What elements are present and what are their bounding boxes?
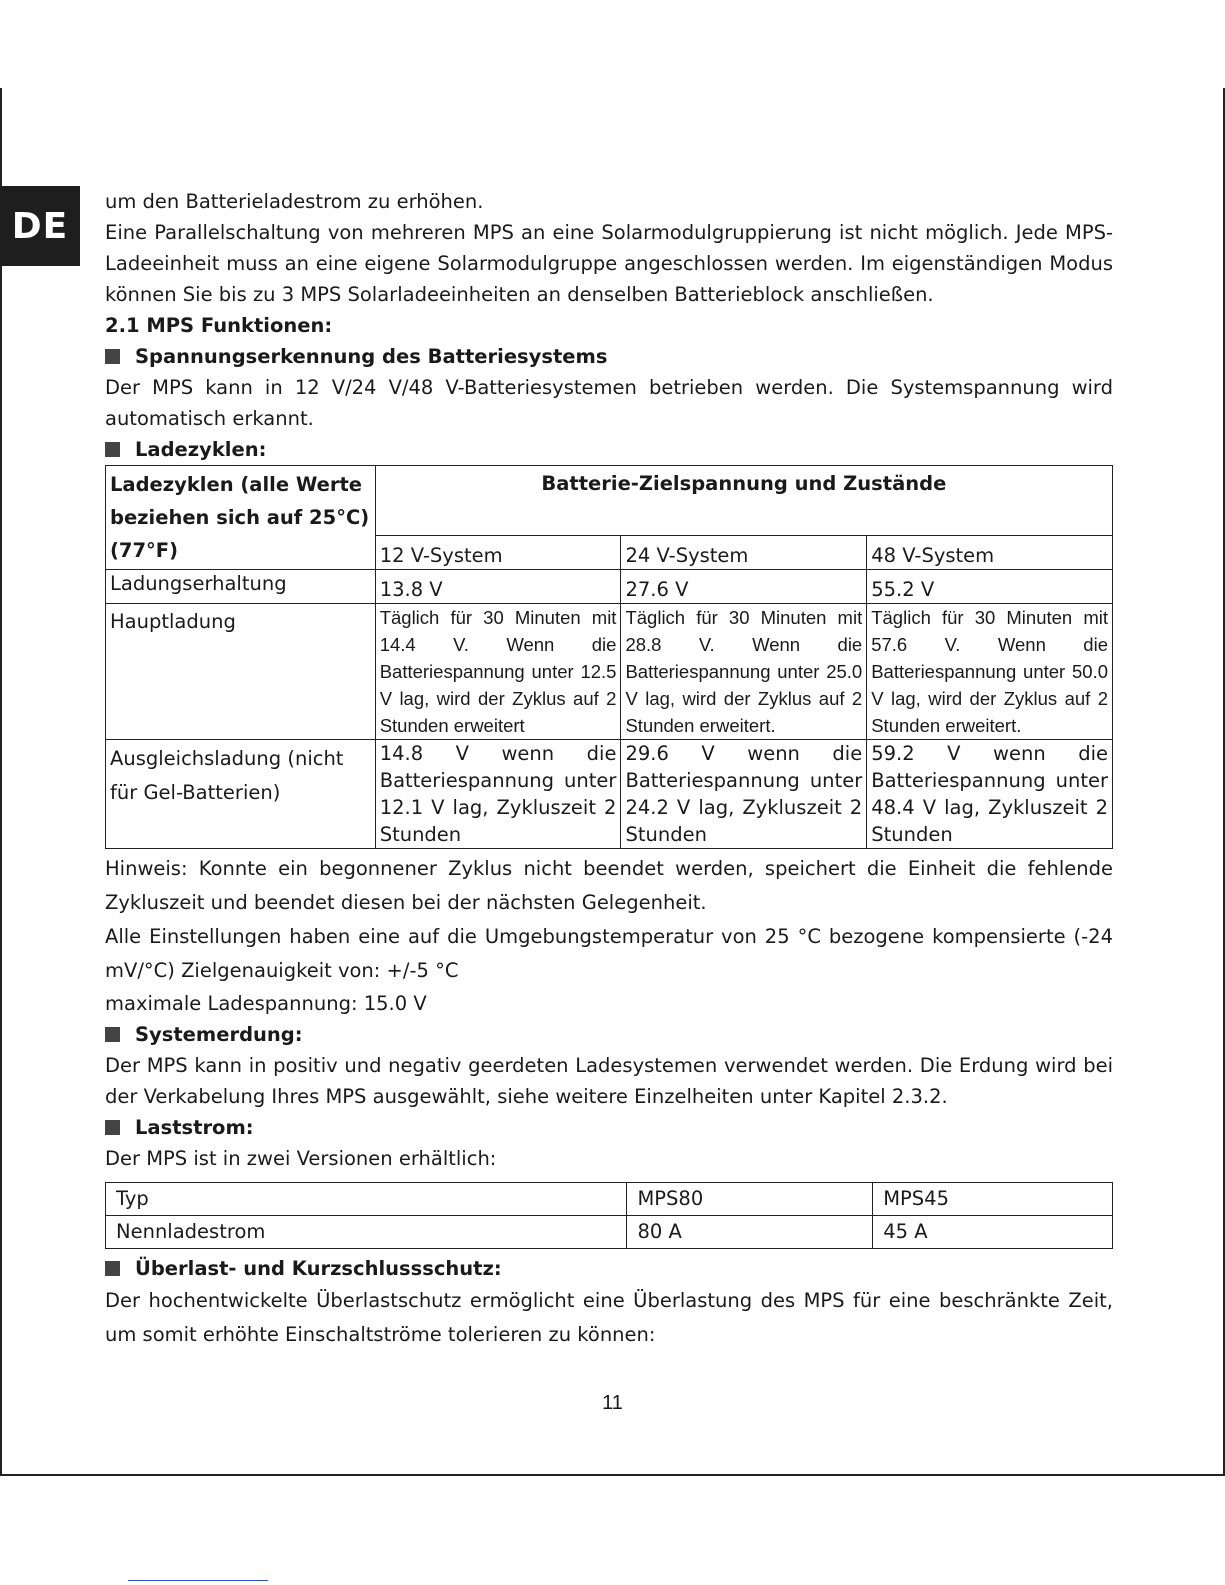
bullet-square-icon bbox=[105, 349, 120, 364]
cell-24v: 27.6 V bbox=[621, 570, 867, 604]
paragraph-ueberlast: Der hochentwickelte Überlastschutz ermöglicht eine Überlastung des MPS für eine beschränkte Zeit, um somit erhöhte Einschaltströme tolerieren zu können: bbox=[105, 1289, 1113, 1346]
ladezyklen-table bbox=[105, 465, 1113, 849]
row-label: Hauptladung bbox=[106, 604, 376, 740]
page-number: 11 bbox=[602, 1392, 623, 1414]
cell-mps80: 80 A bbox=[627, 1216, 873, 1249]
subheading-ueberlast bbox=[105, 1253, 1113, 1284]
laststrom-table bbox=[105, 1182, 1113, 1249]
col-header-12v: 12 V-System bbox=[375, 536, 621, 570]
page-frame-bottom bbox=[0, 1474, 1225, 1476]
bullet-square-icon bbox=[105, 442, 120, 457]
row-label: Nennladestrom bbox=[106, 1216, 627, 1249]
subheading-ladezyklen-label: Ladezyklen: bbox=[135, 438, 267, 461]
col-header-typ: Typ bbox=[106, 1183, 627, 1216]
cell-12v: 13.8 V bbox=[375, 570, 621, 604]
subheading-laststrom-label: Laststrom: bbox=[135, 1116, 254, 1139]
paragraph-parallel: Eine Parallelschaltung von mehreren MPS an eine Solarmodulgruppierung ist nicht möglich. Jede MPS-Ladeeinheit muss an eine eigene Solarmodulgruppe angeschlossen werden. Im eigenständigen Modus können Sie bis zu 3 MPS Solarladeeinheiten an denselben Batterieblock anschließen. bbox=[105, 221, 1113, 306]
paragraph-spannung: Der MPS kann in 12 V/24 V/48 V-Batteriesystemen betrieben werden. Die Systemspannung wird automatisch erkannt. bbox=[105, 376, 1113, 430]
col-header-24v: 24 V-System bbox=[621, 536, 867, 570]
subheading-systemerdung-label: Systemerdung: bbox=[135, 1023, 303, 1046]
page-content bbox=[105, 186, 1113, 1352]
footer-rule bbox=[128, 1580, 268, 1581]
cell-48v: 55.2 V bbox=[867, 570, 1113, 604]
section-heading: 2.1 MPS Funktionen: bbox=[105, 314, 333, 337]
paragraph-einstellungen: Alle Einstellungen haben eine auf die Umgebungstemperatur von 25 °C bezogene kompensierte (-24 mV/°C) Zielgenauigkeit von: +/-5 °C bbox=[105, 925, 1113, 982]
table-row bbox=[106, 1216, 1113, 1249]
bullet-square-icon bbox=[105, 1261, 120, 1276]
cell-12v: 14.8 V wenn die Batteriespannung unter 12.1 V lag, Zykluszeit 2 Stunden bbox=[375, 740, 621, 849]
row-label: Ausgleichsladung (nicht für Gel-Batterien) bbox=[106, 740, 376, 849]
table-group-header: Batterie-Zielspannung und Zustände bbox=[375, 466, 1112, 536]
col-header-mps80: MPS80 bbox=[627, 1183, 873, 1216]
subheading-spannung-label: Spannungserkennung des Batteriesystems bbox=[135, 345, 608, 368]
col-header-mps45: MPS45 bbox=[873, 1183, 1113, 1216]
paragraph-hinweis: Hinweis: Konnte ein begonnener Zyklus nicht beendet werden, speichert die Einheit die fehlende Zykluszeit und beendet diesen bei der nächsten Gelegenheit. bbox=[105, 857, 1113, 914]
subheading-laststrom bbox=[105, 1112, 1113, 1143]
paragraph-systemerdung: Der MPS kann in positiv und negativ geerdeten Ladesystemen verwendet werden. Die Erdung wird bei der Verkabelung Ihres MPS ausgewählt, siehe weitere Einzelheiten unter Kapitel 2.3.2. bbox=[105, 1054, 1113, 1108]
bullet-square-icon bbox=[105, 1120, 120, 1135]
paragraph-maxspannung: maximale Ladespannung: 15.0 V bbox=[105, 992, 427, 1015]
cell-mps45: 45 A bbox=[873, 1216, 1113, 1249]
table-row bbox=[106, 570, 1113, 604]
subheading-systemerdung bbox=[105, 1019, 1113, 1050]
subheading-spannung bbox=[105, 341, 1113, 372]
subheading-ueberlast-label: Überlast- und Kurzschlussschutz: bbox=[135, 1257, 502, 1280]
bullet-square-icon bbox=[105, 1027, 120, 1042]
subheading-ladezyklen bbox=[105, 434, 1113, 465]
cell-24v: Täglich für 30 Minuten mit 28.8 V. Wenn die Batteriespannung unter 25.0 V lag, wird der Zyklus auf 2 Stunden erweitert. bbox=[621, 604, 867, 740]
cell-48v: 59.2 V wenn die Batteriespannung unter 48.4 V lag, Zykluszeit 2 Stunden bbox=[867, 740, 1113, 849]
row-label: Ladungserhaltung bbox=[106, 570, 376, 604]
table-corner-header: Ladezyklen (alle Werte beziehen sich auf 25°C) (77°F) bbox=[106, 466, 376, 570]
cell-24v: 29.6 V wenn die Batteriespannung unter 24.2 V lag, Zykluszeit 2 Stunden bbox=[621, 740, 867, 849]
cell-12v: Täglich für 30 Minuten mit 14.4 V. Wenn die Batteriespannung unter 12.5 V lag, wird der Zyklus auf 2 Stunden erweitert bbox=[375, 604, 621, 740]
table-row bbox=[106, 1183, 1113, 1216]
table-row bbox=[106, 740, 1113, 849]
col-header-48v: 48 V-System bbox=[867, 536, 1113, 570]
cell-48v: Täglich für 30 Minuten mit 57.6 V. Wenn die Batteriespannung unter 50.0 V lag, wird der Zyklus auf 2 Stunden erweitert. bbox=[867, 604, 1113, 740]
paragraph-laststrom: Der MPS ist in zwei Versionen erhältlich: bbox=[105, 1147, 497, 1170]
paragraph-intro: um den Batterieladestrom zu erhöhen. bbox=[105, 190, 484, 213]
language-tab: DE bbox=[0, 186, 80, 266]
table-row bbox=[106, 604, 1113, 740]
page-frame-left bbox=[0, 88, 2, 1476]
